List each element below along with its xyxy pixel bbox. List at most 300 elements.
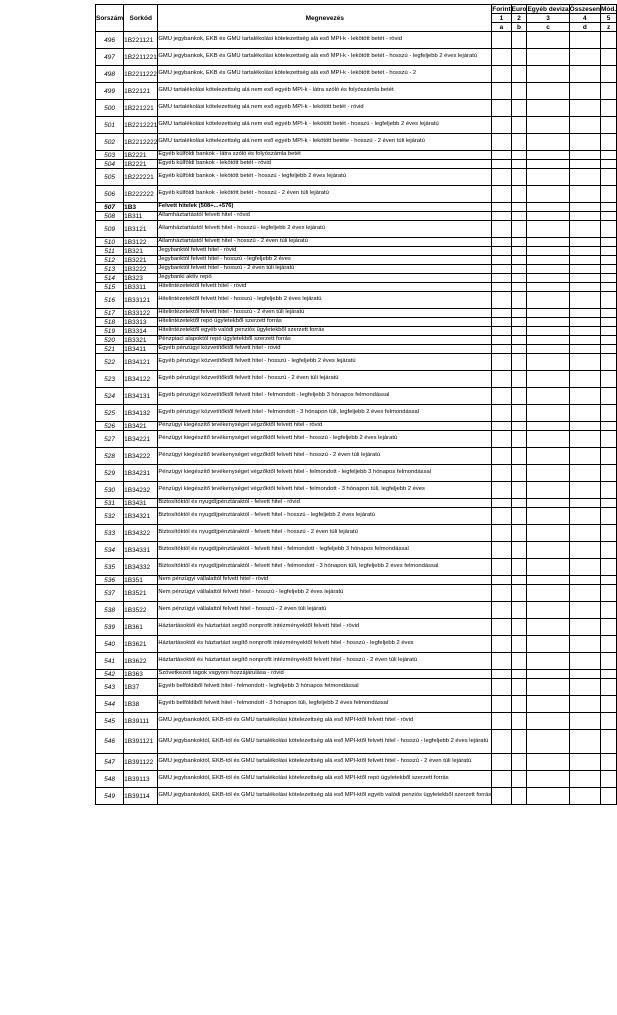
cell-osszesen[interactable] xyxy=(569,422,600,431)
cell-euro[interactable] xyxy=(511,653,527,670)
cell-euro[interactable] xyxy=(511,696,527,713)
cell-forint[interactable] xyxy=(492,508,511,525)
row-code: 1B3221 xyxy=(124,256,158,265)
cell-euro[interactable] xyxy=(511,169,527,186)
cell-forint[interactable] xyxy=(492,100,511,117)
cell-mod[interactable] xyxy=(601,32,617,49)
cell-euro[interactable] xyxy=(511,66,527,83)
cell-egyeb-deviza[interactable] xyxy=(527,32,569,49)
cell-forint[interactable] xyxy=(492,247,511,256)
cell-egyeb-deviza[interactable] xyxy=(527,788,569,805)
cell-mod[interactable] xyxy=(601,730,617,754)
cell-mod[interactable] xyxy=(601,265,617,274)
cell-osszesen[interactable] xyxy=(569,679,600,696)
cell-egyeb-deviza[interactable] xyxy=(527,636,569,653)
row-description: Pénzügyi kiegészítő tevékenységet végzőktől felvett hitel - hosszú - legfeljebb 2 éves lejáratú xyxy=(158,431,492,448)
cell-egyeb-deviza[interactable] xyxy=(527,186,569,203)
cell-osszesen[interactable] xyxy=(569,186,600,203)
cell-osszesen[interactable] xyxy=(569,696,600,713)
cell-forint[interactable] xyxy=(492,771,511,788)
cell-mod[interactable] xyxy=(601,256,617,265)
cell-osszesen[interactable] xyxy=(569,212,600,221)
cell-mod[interactable] xyxy=(601,212,617,221)
row-code: 1B323 xyxy=(124,274,158,283)
cell-mod[interactable] xyxy=(601,283,617,292)
cell-osszesen[interactable] xyxy=(569,49,600,66)
cell-osszesen[interactable] xyxy=(569,309,600,318)
data-table xyxy=(95,4,617,805)
cell-euro[interactable] xyxy=(511,354,527,371)
cell-osszesen[interactable] xyxy=(569,318,600,327)
row-number: 522 xyxy=(96,354,124,371)
cell-egyeb-deviza[interactable] xyxy=(527,247,569,256)
cell-mod[interactable] xyxy=(601,585,617,602)
cell-egyeb-deviza[interactable] xyxy=(527,354,569,371)
cell-egyeb-deviza[interactable] xyxy=(527,134,569,151)
cell-euro[interactable] xyxy=(511,670,527,679)
cell-egyeb-deviza[interactable] xyxy=(527,713,569,730)
cell-forint[interactable] xyxy=(492,670,511,679)
cell-mod[interactable] xyxy=(601,636,617,653)
cell-forint[interactable] xyxy=(492,499,511,508)
cell-egyeb-deviza[interactable] xyxy=(527,169,569,186)
cell-egyeb-deviza[interactable] xyxy=(527,465,569,482)
row-description: Hitelintézetektől repó ügyletekből szerzett forrás xyxy=(158,318,492,327)
cell-forint[interactable] xyxy=(492,354,511,371)
cell-euro[interactable] xyxy=(511,499,527,508)
cell-egyeb-deviza[interactable] xyxy=(527,771,569,788)
cell-egyeb-deviza[interactable] xyxy=(527,696,569,713)
cell-egyeb-deviza[interactable] xyxy=(527,221,569,238)
cell-forint[interactable] xyxy=(492,151,511,160)
cell-euro[interactable] xyxy=(511,542,527,559)
cell-euro[interactable] xyxy=(511,256,527,265)
cell-egyeb-deviza[interactable] xyxy=(527,66,569,83)
cell-forint[interactable] xyxy=(492,49,511,66)
cell-forint[interactable] xyxy=(492,542,511,559)
cell-mod[interactable] xyxy=(601,221,617,238)
cell-osszesen[interactable] xyxy=(569,448,600,465)
cell-forint[interactable] xyxy=(492,83,511,100)
cell-euro[interactable] xyxy=(511,274,527,283)
cell-euro[interactable] xyxy=(511,602,527,619)
row-description: Biztosítóktól és nyugdíjpénztáraktól - felvett hitel - hosszú - 2 éven túli lejáratú xyxy=(158,525,492,542)
cell-euro[interactable] xyxy=(511,160,527,169)
cell-egyeb-deviza[interactable] xyxy=(527,525,569,542)
cell-mod[interactable] xyxy=(601,670,617,679)
cell-euro[interactable] xyxy=(511,117,527,134)
cell-egyeb-deviza[interactable] xyxy=(527,256,569,265)
cell-forint[interactable] xyxy=(492,274,511,283)
cell-mod[interactable] xyxy=(601,482,617,499)
cell-forint[interactable] xyxy=(492,292,511,309)
cell-euro[interactable] xyxy=(511,465,527,482)
cell-egyeb-deviza[interactable] xyxy=(527,508,569,525)
cell-forint[interactable] xyxy=(492,160,511,169)
cell-egyeb-deviza[interactable] xyxy=(527,431,569,448)
cell-euro[interactable] xyxy=(511,151,527,160)
cell-euro[interactable] xyxy=(511,788,527,805)
cell-euro[interactable] xyxy=(511,327,527,336)
row-description: GMU jegybankoktól, EKB-tól és GMU tartalékolási kötelezettség alá eső MPI-ktől felvett hitel - hosszú - 2 éven túli lejáratú xyxy=(158,754,492,771)
cell-mod[interactable] xyxy=(601,160,617,169)
cell-forint[interactable] xyxy=(492,256,511,265)
cell-egyeb-deviza[interactable] xyxy=(527,602,569,619)
cell-osszesen[interactable] xyxy=(569,292,600,309)
cell-euro[interactable] xyxy=(511,448,527,465)
cell-egyeb-deviza[interactable] xyxy=(527,238,569,247)
cell-mod[interactable] xyxy=(601,151,617,160)
cell-osszesen[interactable] xyxy=(569,203,600,212)
cell-euro[interactable] xyxy=(511,576,527,585)
cell-egyeb-deviza[interactable] xyxy=(527,327,569,336)
cell-euro[interactable] xyxy=(511,318,527,327)
cell-euro[interactable] xyxy=(511,482,527,499)
cell-osszesen[interactable] xyxy=(569,336,600,345)
cell-euro[interactable] xyxy=(511,336,527,345)
cell-osszesen[interactable] xyxy=(569,713,600,730)
cell-egyeb-deviza[interactable] xyxy=(527,754,569,771)
cell-osszesen[interactable] xyxy=(569,388,600,405)
cell-forint[interactable] xyxy=(492,186,511,203)
cell-mod[interactable] xyxy=(601,66,617,83)
cell-egyeb-deviza[interactable] xyxy=(527,117,569,134)
cell-forint[interactable] xyxy=(492,117,511,134)
cell-egyeb-deviza[interactable] xyxy=(527,679,569,696)
table-row xyxy=(96,653,617,670)
cell-osszesen[interactable] xyxy=(569,283,600,292)
cell-euro[interactable] xyxy=(511,431,527,448)
cell-egyeb-deviza[interactable] xyxy=(527,653,569,670)
cell-forint[interactable] xyxy=(492,696,511,713)
cell-osszesen[interactable] xyxy=(569,327,600,336)
cell-forint[interactable] xyxy=(492,327,511,336)
cell-egyeb-deviza[interactable] xyxy=(527,499,569,508)
cell-forint[interactable] xyxy=(492,713,511,730)
cell-euro[interactable] xyxy=(511,713,527,730)
cell-egyeb-deviza[interactable] xyxy=(527,49,569,66)
cell-egyeb-deviza[interactable] xyxy=(527,576,569,585)
cell-egyeb-deviza[interactable] xyxy=(527,585,569,602)
cell-mod[interactable] xyxy=(601,771,617,788)
cell-forint[interactable] xyxy=(492,619,511,636)
cell-mod[interactable] xyxy=(601,117,617,134)
cell-forint[interactable] xyxy=(492,309,511,318)
cell-egyeb-deviza[interactable] xyxy=(527,292,569,309)
header-col-letter: z xyxy=(601,23,617,32)
cell-osszesen[interactable] xyxy=(569,653,600,670)
cell-osszesen[interactable] xyxy=(569,482,600,499)
cell-egyeb-deviza[interactable] xyxy=(527,151,569,160)
cell-euro[interactable] xyxy=(511,771,527,788)
cell-osszesen[interactable] xyxy=(569,636,600,653)
cell-osszesen[interactable] xyxy=(569,345,600,354)
cell-egyeb-deviza[interactable] xyxy=(527,371,569,388)
cell-mod[interactable] xyxy=(601,754,617,771)
cell-mod[interactable] xyxy=(601,525,617,542)
cell-osszesen[interactable] xyxy=(569,670,600,679)
cell-forint[interactable] xyxy=(492,602,511,619)
cell-osszesen[interactable] xyxy=(569,508,600,525)
cell-egyeb-deviza[interactable] xyxy=(527,100,569,117)
cell-osszesen[interactable] xyxy=(569,151,600,160)
cell-forint[interactable] xyxy=(492,422,511,431)
cell-egyeb-deviza[interactable] xyxy=(527,388,569,405)
cell-osszesen[interactable] xyxy=(569,754,600,771)
cell-egyeb-deviza[interactable] xyxy=(527,336,569,345)
cell-egyeb-deviza[interactable] xyxy=(527,422,569,431)
cell-mod[interactable] xyxy=(601,422,617,431)
cell-egyeb-deviza[interactable] xyxy=(527,619,569,636)
cell-mod[interactable] xyxy=(601,83,617,100)
cell-mod[interactable] xyxy=(601,169,617,186)
cell-mod[interactable] xyxy=(601,186,617,203)
cell-osszesen[interactable] xyxy=(569,32,600,49)
cell-mod[interactable] xyxy=(601,559,617,576)
cell-forint[interactable] xyxy=(492,576,511,585)
cell-euro[interactable] xyxy=(511,265,527,274)
cell-euro[interactable] xyxy=(511,186,527,203)
cell-mod[interactable] xyxy=(601,619,617,636)
row-description: GMU jegybankok, EKB és GMU tartalékolási kötelezettség alá eső MPI-k - lekötött betét - hosszú - legfeljebb 2 éves lejáratú xyxy=(158,49,492,66)
cell-forint[interactable] xyxy=(492,336,511,345)
cell-mod[interactable] xyxy=(601,679,617,696)
cell-forint[interactable] xyxy=(492,238,511,247)
table-row xyxy=(96,221,617,238)
cell-osszesen[interactable] xyxy=(569,788,600,805)
cell-euro[interactable] xyxy=(511,212,527,221)
cell-osszesen[interactable] xyxy=(569,559,600,576)
row-code: 1B33121 xyxy=(124,292,158,309)
table-row xyxy=(96,388,617,405)
cell-osszesen[interactable] xyxy=(569,238,600,247)
cell-osszesen[interactable] xyxy=(569,247,600,256)
cell-mod[interactable] xyxy=(601,274,617,283)
cell-osszesen[interactable] xyxy=(569,117,600,134)
cell-forint[interactable] xyxy=(492,431,511,448)
cell-forint[interactable] xyxy=(492,405,511,422)
row-code: 1B34122 xyxy=(124,371,158,388)
cell-egyeb-deviza[interactable] xyxy=(527,482,569,499)
table-row xyxy=(96,431,617,448)
cell-osszesen[interactable] xyxy=(569,499,600,508)
cell-mod[interactable] xyxy=(601,465,617,482)
cell-euro[interactable] xyxy=(511,203,527,212)
cell-euro[interactable] xyxy=(511,371,527,388)
cell-mod[interactable] xyxy=(601,309,617,318)
cell-forint[interactable] xyxy=(492,754,511,771)
cell-osszesen[interactable] xyxy=(569,221,600,238)
cell-osszesen[interactable] xyxy=(569,134,600,151)
cell-mod[interactable] xyxy=(601,788,617,805)
cell-euro[interactable] xyxy=(511,247,527,256)
row-number: 536 xyxy=(96,576,124,585)
cell-forint[interactable] xyxy=(492,636,511,653)
cell-euro[interactable] xyxy=(511,49,527,66)
cell-egyeb-deviza[interactable] xyxy=(527,160,569,169)
table-row xyxy=(96,49,617,66)
cell-forint[interactable] xyxy=(492,203,511,212)
cell-euro[interactable] xyxy=(511,636,527,653)
cell-euro[interactable] xyxy=(511,134,527,151)
cell-mod[interactable] xyxy=(601,100,617,117)
table-row xyxy=(96,292,617,309)
cell-forint[interactable] xyxy=(492,730,511,754)
cell-osszesen[interactable] xyxy=(569,83,600,100)
cell-euro[interactable] xyxy=(511,292,527,309)
row-description: GMU jegybankoktól, EKB-tól és GMU tartalékolási kötelezettség alá eső MPI-ktől felvett hitel - rövid xyxy=(158,713,492,730)
cell-osszesen[interactable] xyxy=(569,66,600,83)
table-row xyxy=(96,559,617,576)
cell-forint[interactable] xyxy=(492,482,511,499)
cell-osszesen[interactable] xyxy=(569,371,600,388)
table-row xyxy=(96,354,617,371)
cell-mod[interactable] xyxy=(601,292,617,309)
cell-euro[interactable] xyxy=(511,422,527,431)
cell-egyeb-deviza[interactable] xyxy=(527,212,569,221)
cell-egyeb-deviza[interactable] xyxy=(527,274,569,283)
cell-mod[interactable] xyxy=(601,713,617,730)
cell-egyeb-deviza[interactable] xyxy=(527,265,569,274)
cell-forint[interactable] xyxy=(492,788,511,805)
cell-osszesen[interactable] xyxy=(569,602,600,619)
cell-osszesen[interactable] xyxy=(569,542,600,559)
cell-euro[interactable] xyxy=(511,221,527,238)
cell-mod[interactable] xyxy=(601,696,617,713)
cell-mod[interactable] xyxy=(601,371,617,388)
cell-forint[interactable] xyxy=(492,371,511,388)
cell-osszesen[interactable] xyxy=(569,160,600,169)
row-description: GMU jegybankoktól, EKB-tól és GMU tartalékolási kötelezettség alá eső MPI-ktől egyéb valódi penziós ügyletekből szerzett forrás xyxy=(158,788,492,805)
row-number: 507 xyxy=(96,203,124,212)
cell-osszesen[interactable] xyxy=(569,265,600,274)
cell-egyeb-deviza[interactable] xyxy=(527,559,569,576)
cell-mod[interactable] xyxy=(601,318,617,327)
cell-osszesen[interactable] xyxy=(569,465,600,482)
cell-mod[interactable] xyxy=(601,448,617,465)
cell-mod[interactable] xyxy=(601,345,617,354)
cell-mod[interactable] xyxy=(601,327,617,336)
cell-egyeb-deviza[interactable] xyxy=(527,83,569,100)
cell-forint[interactable] xyxy=(492,679,511,696)
cell-egyeb-deviza[interactable] xyxy=(527,542,569,559)
cell-euro[interactable] xyxy=(511,508,527,525)
cell-euro[interactable] xyxy=(511,345,527,354)
cell-osszesen[interactable] xyxy=(569,619,600,636)
cell-egyeb-deviza[interactable] xyxy=(527,283,569,292)
cell-euro[interactable] xyxy=(511,525,527,542)
cell-egyeb-deviza[interactable] xyxy=(527,318,569,327)
cell-osszesen[interactable] xyxy=(569,354,600,371)
cell-mod[interactable] xyxy=(601,602,617,619)
cell-euro[interactable] xyxy=(511,83,527,100)
cell-forint[interactable] xyxy=(492,134,511,151)
cell-forint[interactable] xyxy=(492,265,511,274)
cell-euro[interactable] xyxy=(511,405,527,422)
cell-egyeb-deviza[interactable] xyxy=(527,670,569,679)
cell-forint[interactable] xyxy=(492,448,511,465)
row-number: 505 xyxy=(96,169,124,186)
cell-mod[interactable] xyxy=(601,388,617,405)
cell-forint[interactable] xyxy=(492,559,511,576)
row-code: 1B351 xyxy=(124,576,158,585)
cell-forint[interactable] xyxy=(492,66,511,83)
cell-euro[interactable] xyxy=(511,100,527,117)
cell-osszesen[interactable] xyxy=(569,274,600,283)
cell-euro[interactable] xyxy=(511,679,527,696)
cell-forint[interactable] xyxy=(492,525,511,542)
cell-forint[interactable] xyxy=(492,653,511,670)
cell-osszesen[interactable] xyxy=(569,100,600,117)
cell-egyeb-deviza[interactable] xyxy=(527,405,569,422)
cell-euro[interactable] xyxy=(511,619,527,636)
cell-egyeb-deviza[interactable] xyxy=(527,309,569,318)
cell-forint[interactable] xyxy=(492,465,511,482)
cell-egyeb-deviza[interactable] xyxy=(527,448,569,465)
cell-euro[interactable] xyxy=(511,559,527,576)
cell-forint[interactable] xyxy=(492,169,511,186)
cell-euro[interactable] xyxy=(511,238,527,247)
cell-mod[interactable] xyxy=(601,336,617,345)
cell-euro[interactable] xyxy=(511,283,527,292)
cell-euro[interactable] xyxy=(511,309,527,318)
cell-forint[interactable] xyxy=(492,388,511,405)
cell-forint[interactable] xyxy=(492,221,511,238)
row-code: 1B3222 xyxy=(124,265,158,274)
row-number: 528 xyxy=(96,448,124,465)
cell-mod[interactable] xyxy=(601,354,617,371)
cell-osszesen[interactable] xyxy=(569,431,600,448)
cell-forint[interactable] xyxy=(492,585,511,602)
cell-euro[interactable] xyxy=(511,585,527,602)
cell-mod[interactable] xyxy=(601,576,617,585)
cell-mod[interactable] xyxy=(601,238,617,247)
cell-mod[interactable] xyxy=(601,247,617,256)
cell-forint[interactable] xyxy=(492,318,511,327)
cell-osszesen[interactable] xyxy=(569,771,600,788)
cell-forint[interactable] xyxy=(492,212,511,221)
row-code: 1B34121 xyxy=(124,354,158,371)
cell-mod[interactable] xyxy=(601,431,617,448)
cell-euro[interactable] xyxy=(511,388,527,405)
row-code: 1B39111 xyxy=(124,713,158,730)
cell-euro[interactable] xyxy=(511,730,527,754)
cell-egyeb-deviza[interactable] xyxy=(527,345,569,354)
cell-mod[interactable] xyxy=(601,49,617,66)
cell-osszesen[interactable] xyxy=(569,256,600,265)
cell-osszesen[interactable] xyxy=(569,576,600,585)
cell-mod[interactable] xyxy=(601,405,617,422)
cell-mod[interactable] xyxy=(601,542,617,559)
cell-osszesen[interactable] xyxy=(569,525,600,542)
cell-forint[interactable] xyxy=(492,283,511,292)
cell-euro[interactable] xyxy=(511,754,527,771)
cell-mod[interactable] xyxy=(601,134,617,151)
cell-mod[interactable] xyxy=(601,508,617,525)
cell-forint[interactable] xyxy=(492,32,511,49)
cell-mod[interactable] xyxy=(601,653,617,670)
cell-euro[interactable] xyxy=(511,32,527,49)
cell-osszesen[interactable] xyxy=(569,169,600,186)
cell-osszesen[interactable] xyxy=(569,585,600,602)
cell-egyeb-deviza[interactable] xyxy=(527,730,569,754)
cell-egyeb-deviza[interactable] xyxy=(527,203,569,212)
cell-osszesen[interactable] xyxy=(569,405,600,422)
cell-forint[interactable] xyxy=(492,345,511,354)
cell-osszesen[interactable] xyxy=(569,730,600,754)
cell-mod[interactable] xyxy=(601,499,617,508)
cell-mod[interactable] xyxy=(601,203,617,212)
